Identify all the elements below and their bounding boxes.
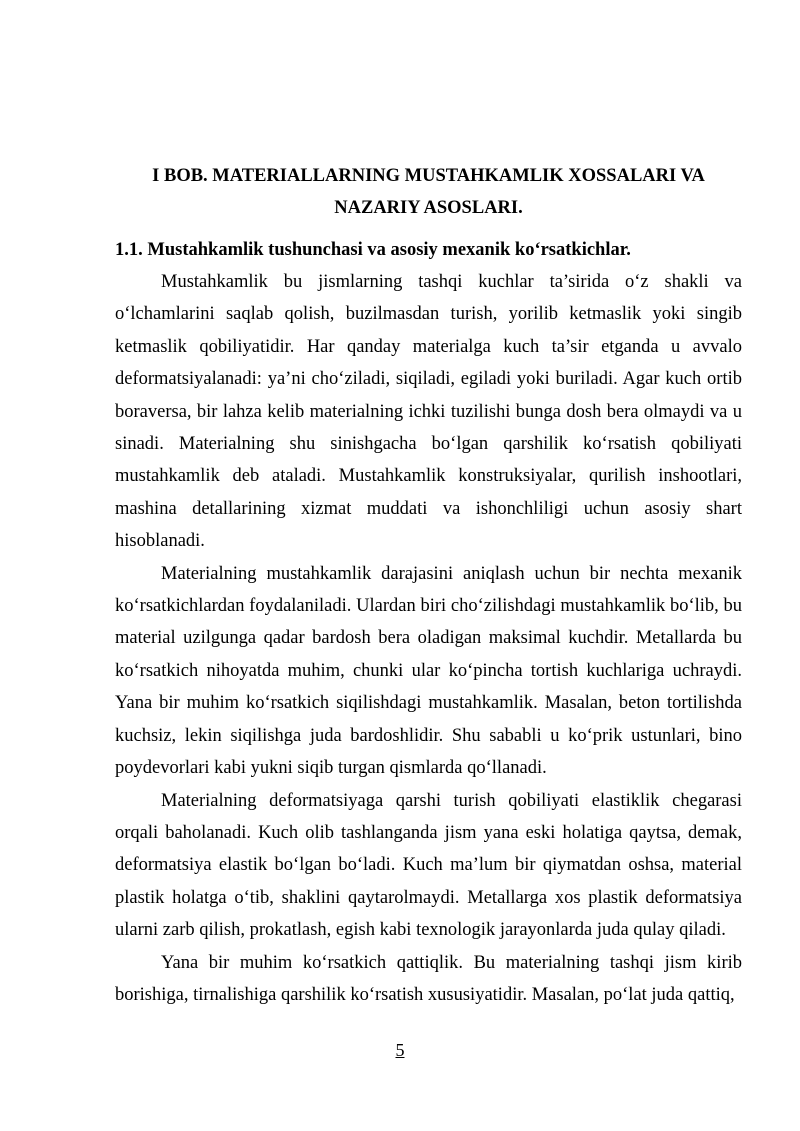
paragraph: Yana bir muhim ko‘rsatkich qattiqlik. Bu materialning tashqi jism kirib borishiga, tirnalishiga qarshilik ko‘rsatish xususiyatidir. Masalan, po‘lat juda qattiq, <box>115 952 742 1005</box>
paragraph: Materialning deformatsiyaga qarshi turish qobiliyati elastiklik chegarasi orqali baholanadi. Kuch olib tashlanganda jism yana eski holatiga qaytsa, demak, deformatsiya elastik bo‘lgan bo‘ladi. Kuch ma’lum bir qiymatdan oshsa, material plastik holatga o‘tib, shaklini qaytarolmaydi. Metallarga xos plastik deformatsiya ularni zarb qilish, prokatlash, egish kabi texnologik jarayonlarda juda qulay qiladi. <box>115 790 742 941</box>
paragraph: Mustahkamlik bu jismlarning tashqi kuchlar ta’sirida o‘z shakli va o‘lchamlarini saqlab qolish, buzilmasdan turish, yorilib ketmaslik yoki singib ketmaslik qobiliyatidir. Har qanday materialga kuch ta’sir etganda u avvalo deformatsiyalanadi: ya’ni cho‘ziladi, siqiladi, egiladi yoki buriladi. Agar kuch ortib boraversa, bir lahza kelib materialning ichki tuzilishi bunga dosh bera olmaydi va u sinadi. Materialning shu sinishgacha bo‘lgan qarshilik ko‘rsatish qobiliyati mustahkamlik deb ataladi. Mustahkamlik konstruksiyalar, qurilish inshootlari, mashina detallarining xizmat muddati va ishonchliligi uchun asosiy shart hisoblanadi. <box>115 272 742 552</box>
document-page <box>115 160 742 1011</box>
section-title: 1.1. Mustahkamlik tushunchasi va asosiy mexanik ko‘rsatkichlar. <box>115 240 631 260</box>
paragraph: Materialning mustahkamlik darajasini aniqlash uchun bir nechta mexanik ko‘rsatkichlardan foydalaniladi. Ulardan biri cho‘zilishdagi mustahkamlik bo‘lib, bu material uzilgunga qadar bardosh bera oladigan maksimal kuchdir. Metallarda bu ko‘rsatkich nihoyatda muhim, chunki ular ko‘pincha tortish kuchlariga uchraydi. Yana bir muhim ko‘rsatkich siqilishdagi mustahkamlik. Masalan, beton tortilishda kuchsiz, lekin siqilishga juda bardoshlidir. Shu sababli u ko‘prik ustunlari, bino poydevorlari kabi yukni siqib turgan qismlarda qo‘llanadi. <box>115 563 742 779</box>
page-number-footer <box>0 1040 800 1061</box>
page-number: 5 <box>395 1040 405 1060</box>
chapter-title: I BOB. MATERIALLARNING MUSTAHKAMLIK XOSSALARI VA NAZARIY ASOSLARI. <box>152 166 705 218</box>
